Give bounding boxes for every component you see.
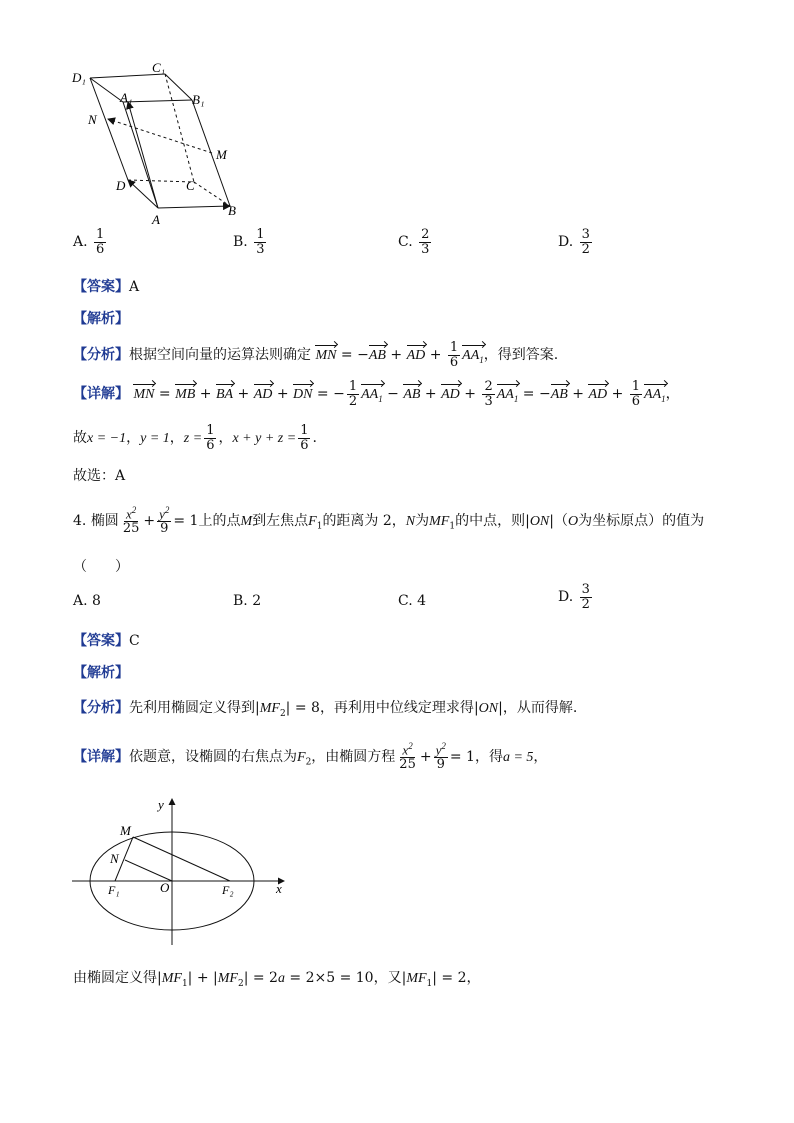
q3-detail-line: 【详解】 MN = MB + BA + AD + DN = − $\frac{1}{2}$ $AA_1$ − AB + AD + $\frac{2}{3}$ $AA_1 = -AB$ + AD + $\frac{1}{6}$ $AA_1$， bbox=[73, 379, 680, 409]
q3-option-a[interactable]: A. $\frac{1}{6}$ bbox=[73, 227, 105, 257]
answer-value: A bbox=[129, 279, 140, 295]
q4-analysis-tag: 【解析】 bbox=[73, 665, 129, 681]
q3-choose: 故选：A bbox=[73, 468, 126, 484]
label-F2: F₂ bbox=[222, 883, 234, 897]
label-N: N bbox=[110, 851, 119, 866]
answer-tag: 【答案】 bbox=[73, 279, 129, 295]
q4-stem: 4. 椭圆 $\frac{x^2}{25}$ + $\frac{y^2}{9}$ = 1上的点M到左焦点$F_1$的距离为 2，N为$MF_1$的中点，则|ON|（O为坐标原点）的值为 bbox=[73, 505, 705, 536]
label-F1: F₁ bbox=[108, 883, 120, 897]
q3-answer-line bbox=[73, 276, 139, 296]
q3-fenxi-line: 【分析】根据空间向量的运算法则确定 MN = −AB + AD + $\frac{1}{6}$ $AA_1$，得到答案. bbox=[73, 340, 559, 370]
label-D1: D₁ bbox=[72, 70, 86, 85]
label-A1: A₁ bbox=[120, 90, 133, 105]
q4-answer-line: 【答案】C bbox=[73, 633, 140, 649]
ellipse-figure bbox=[70, 795, 295, 950]
q4-option-d[interactable]: D. $\frac{3}{2}$ bbox=[558, 582, 590, 612]
label-M: M bbox=[216, 147, 227, 162]
q3-option-d[interactable]: D. $\frac{3}{2}$ bbox=[558, 227, 590, 257]
label-M: M bbox=[120, 823, 131, 838]
axis-y-label: y bbox=[158, 797, 164, 812]
q4-paren: （ ） bbox=[73, 559, 129, 575]
label-N: N bbox=[88, 112, 97, 127]
q4-option-a[interactable]: A. 8 bbox=[73, 593, 101, 609]
label-B: B bbox=[228, 203, 236, 218]
q4-last-line: 由椭圆定义得$|MF_1| + |MF_2| = 2a = 2\times 5 = 10$，又$|MF_1| = 2$， bbox=[73, 970, 481, 989]
q3-so-line: 故x = −1，y = 1，z = $\frac{1}{6}$ ，x + y + z = $\frac{1}{6}$ . bbox=[73, 423, 317, 453]
label-D: D bbox=[116, 178, 126, 193]
axis-x-label: x bbox=[276, 881, 282, 896]
parallelepiped-figure bbox=[60, 58, 260, 230]
label-O: O bbox=[160, 880, 170, 895]
q4-fenxi-line: 【分析】先利用椭圆定义得到$|MF_2| = 8$，再利用中位线定理求得|ON|，从而得解. bbox=[73, 700, 578, 719]
q4-option-c[interactable]: C. 4 bbox=[398, 593, 427, 609]
q4-detail-line: 【详解】依题意，设椭圆的右焦点为$F_2$，由椭圆方程 $\frac{x^2}{25}$ + $\frac{y^2}{9}$ = 1，得a = 5， bbox=[73, 741, 548, 772]
label-C: C bbox=[186, 178, 195, 193]
q3-analysis-tag: 【解析】 bbox=[73, 311, 129, 327]
label-A: A bbox=[152, 212, 160, 227]
q4-option-b[interactable]: B. 2 bbox=[233, 593, 262, 609]
q3-option-c[interactable]: C. $\frac{2}{3}$ bbox=[398, 227, 430, 257]
label-B1: B₁ bbox=[192, 92, 205, 107]
label-C1: C₁ bbox=[152, 60, 166, 75]
q3-option-b[interactable]: B. $\frac{1}{3}$ bbox=[233, 227, 265, 257]
